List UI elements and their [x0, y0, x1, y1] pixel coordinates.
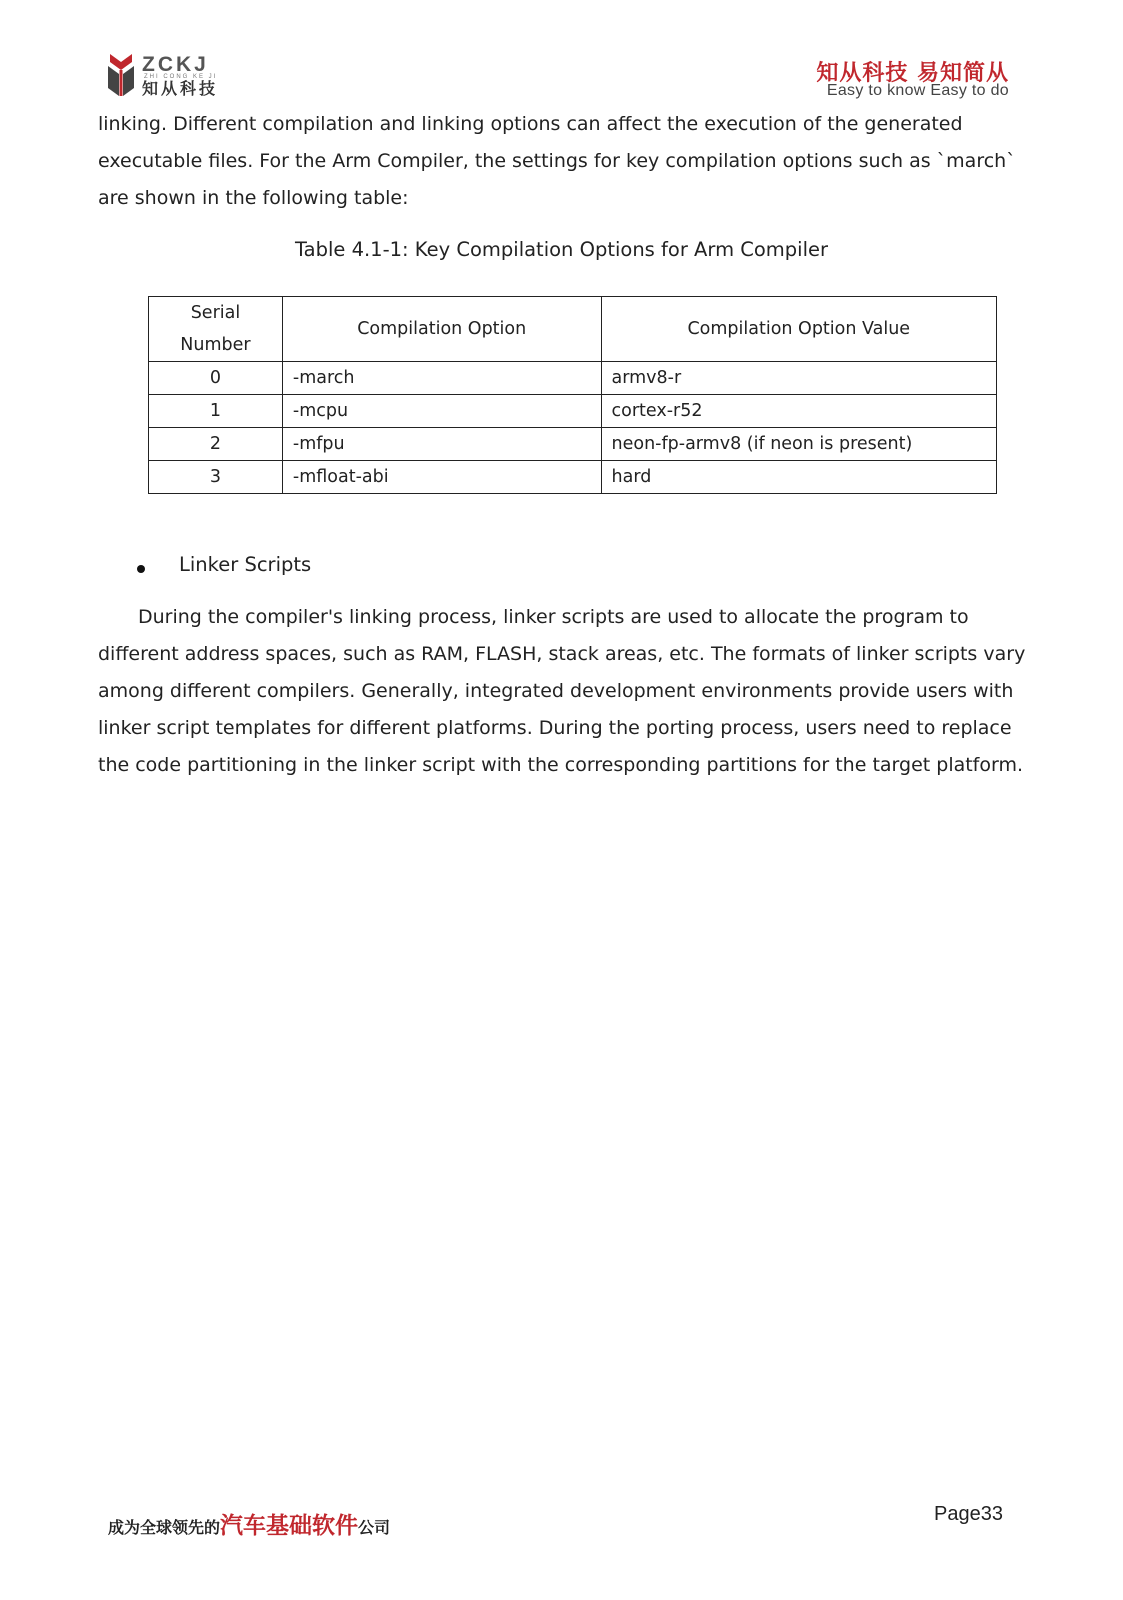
serial-number-cell: 3 [149, 461, 283, 494]
value-cell: cortex-r52 [601, 395, 996, 428]
bullet-dot-icon [137, 565, 145, 573]
slogan-chinese: 知从科技 易知简从 [816, 61, 1009, 86]
logo-subtext: ZHI CONG KE JI [144, 74, 218, 80]
table-row [149, 395, 997, 428]
footer-tagline-highlight: 汽车基础软件 [220, 1513, 359, 1539]
footer-tagline [108, 1507, 390, 1540]
serial-number-cell: 0 [149, 362, 283, 395]
logo-latin-text: ZCKJ [142, 53, 209, 76]
footer-tagline-end: 公司 [358, 1518, 391, 1537]
table-caption: Table 4.1-1: Key Compilation Options for Arm Compiler [294, 238, 829, 261]
option-cell: -march [282, 362, 601, 395]
option-cell: -mfloat-abi [282, 461, 601, 494]
footer-tagline-start: 成为全球领先的 [108, 1518, 221, 1537]
value-cell: armv8-r [601, 362, 996, 395]
serial-number-cell: 2 [149, 428, 283, 461]
linker-scripts-paragraph: During the compiler's linking process, linker scripts are used to allocate the program to different address spaces, such as RAM, FLASH, stack areas, etc. The formats of linker scripts vary among different compilers. Generally, integrated development environments provide users with linker script templates for different platforms. During the porting process, users need to replace the code partitioning in the linker script with the corresponding partitions for the target platform. [98, 606, 1026, 776]
table-row [149, 461, 997, 494]
intro-paragraph: linking. Different compilation and linking options can affect the execution of the generated executable files. For the Arm Compiler, the settings for key compilation options such as `march` are shown in the following table: [98, 113, 1016, 209]
serial-number-cell: 1 [149, 395, 283, 428]
option-cell: -mfpu [282, 428, 601, 461]
table-row [149, 362, 997, 395]
table-header-row [149, 297, 997, 362]
option-cell: -mcpu [282, 395, 601, 428]
logo-emblem-icon [106, 52, 136, 98]
bullet-label: Linker Scripts [179, 553, 312, 576]
page-number: Page33 [934, 1503, 1003, 1525]
value-cell: hard [601, 461, 996, 494]
column-header: Serial Number [149, 297, 283, 362]
column-header: Compilation Option [282, 297, 601, 362]
table-row [149, 428, 997, 461]
column-header: Compilation Option Value [601, 297, 996, 362]
company-logo [106, 52, 246, 100]
logo-chinese-text: 知从科技 [142, 79, 219, 98]
value-cell: neon-fp-armv8 (if neon is present) [601, 428, 996, 461]
slogan-english: Easy to know Easy to do [826, 82, 1009, 99]
compilation-options-table [148, 296, 997, 494]
